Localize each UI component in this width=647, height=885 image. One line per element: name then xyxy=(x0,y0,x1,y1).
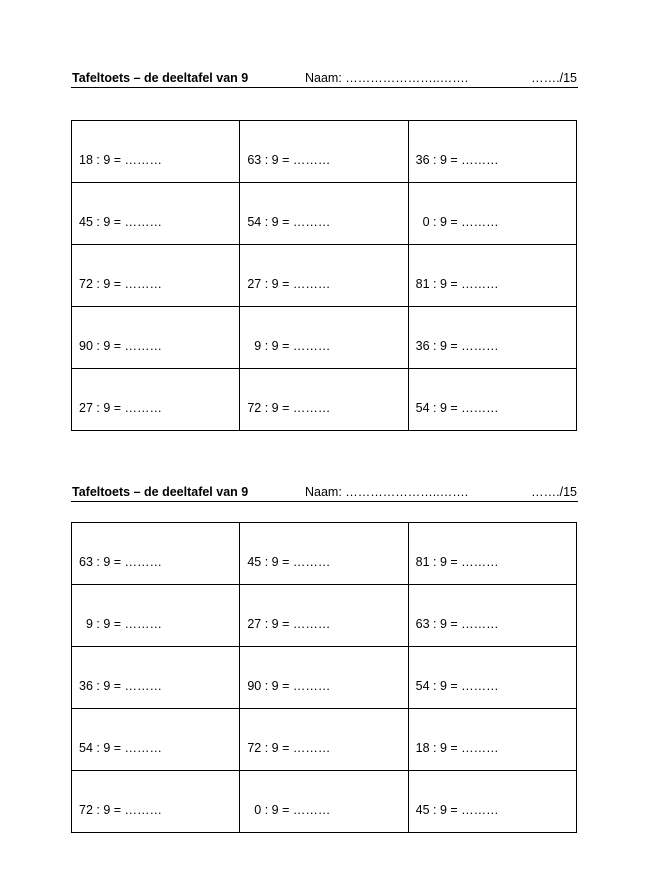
sheet-2-exercise-table xyxy=(71,522,577,833)
exercise-cell: 54 : 9 = ……… xyxy=(240,183,408,245)
sheet-1-header xyxy=(71,69,578,88)
exercise-cell: 72 : 9 = ……… xyxy=(72,771,240,833)
sheet-title: Tafeltoets – de deeltafel van 9 xyxy=(72,485,249,499)
exercise-cell: 27 : 9 = ……… xyxy=(240,245,408,307)
exercise-cell: 54 : 9 = ……… xyxy=(408,647,576,709)
exercise-cell: 90 : 9 = ……… xyxy=(240,647,408,709)
exercise-cell: 63 : 9 = ……… xyxy=(72,523,240,585)
exercise-cell: 72 : 9 = ……… xyxy=(240,369,408,431)
table-row xyxy=(72,307,577,369)
table-row xyxy=(72,121,577,183)
exercise-cell: 45 : 9 = ……… xyxy=(408,771,576,833)
exercise-cell: 9 : 9 = ……… xyxy=(72,585,240,647)
exercise-cell: 63 : 9 = ……… xyxy=(240,121,408,183)
exercise-cell: 36 : 9 = ……… xyxy=(408,121,576,183)
exercise-cell: 45 : 9 = ……… xyxy=(72,183,240,245)
table-row xyxy=(72,245,577,307)
table-row xyxy=(72,709,577,771)
exercise-cell: 27 : 9 = ……… xyxy=(240,585,408,647)
exercise-cell: 0 : 9 = ……… xyxy=(240,771,408,833)
exercise-cell: 63 : 9 = ……… xyxy=(408,585,576,647)
exercise-cell: 9 : 9 = ……… xyxy=(240,307,408,369)
exercise-cell: 18 : 9 = ……… xyxy=(408,709,576,771)
score-field: ……./15 xyxy=(531,71,577,85)
table-row xyxy=(72,585,577,647)
exercise-cell: 54 : 9 = ……… xyxy=(408,369,576,431)
sheet-title: Tafeltoets – de deeltafel van 9 xyxy=(72,71,249,85)
score-field: ……./15 xyxy=(531,485,577,499)
name-field: Naam: …………………..……. xyxy=(305,71,469,85)
exercise-cell: 27 : 9 = ……… xyxy=(72,369,240,431)
exercise-cell: 54 : 9 = ……… xyxy=(72,709,240,771)
exercise-cell: 45 : 9 = ……… xyxy=(240,523,408,585)
table-row xyxy=(72,523,577,585)
sheet-1-exercise-table xyxy=(71,120,577,431)
table-row xyxy=(72,647,577,709)
exercise-cell: 72 : 9 = ……… xyxy=(240,709,408,771)
table-row xyxy=(72,183,577,245)
name-field: Naam: …………………..……. xyxy=(305,485,469,499)
exercise-cell: 72 : 9 = ……… xyxy=(72,245,240,307)
table-row xyxy=(72,369,577,431)
exercise-cell: 90 : 9 = ……… xyxy=(72,307,240,369)
exercise-cell: 36 : 9 = ……… xyxy=(72,647,240,709)
exercise-cell: 81 : 9 = ……… xyxy=(408,245,576,307)
table-row xyxy=(72,771,577,833)
exercise-cell: 81 : 9 = ……… xyxy=(408,523,576,585)
exercise-cell: 18 : 9 = ……… xyxy=(72,121,240,183)
sheet-2-header xyxy=(71,483,578,502)
exercise-cell: 0 : 9 = ……… xyxy=(408,183,576,245)
exercise-cell: 36 : 9 = ……… xyxy=(408,307,576,369)
